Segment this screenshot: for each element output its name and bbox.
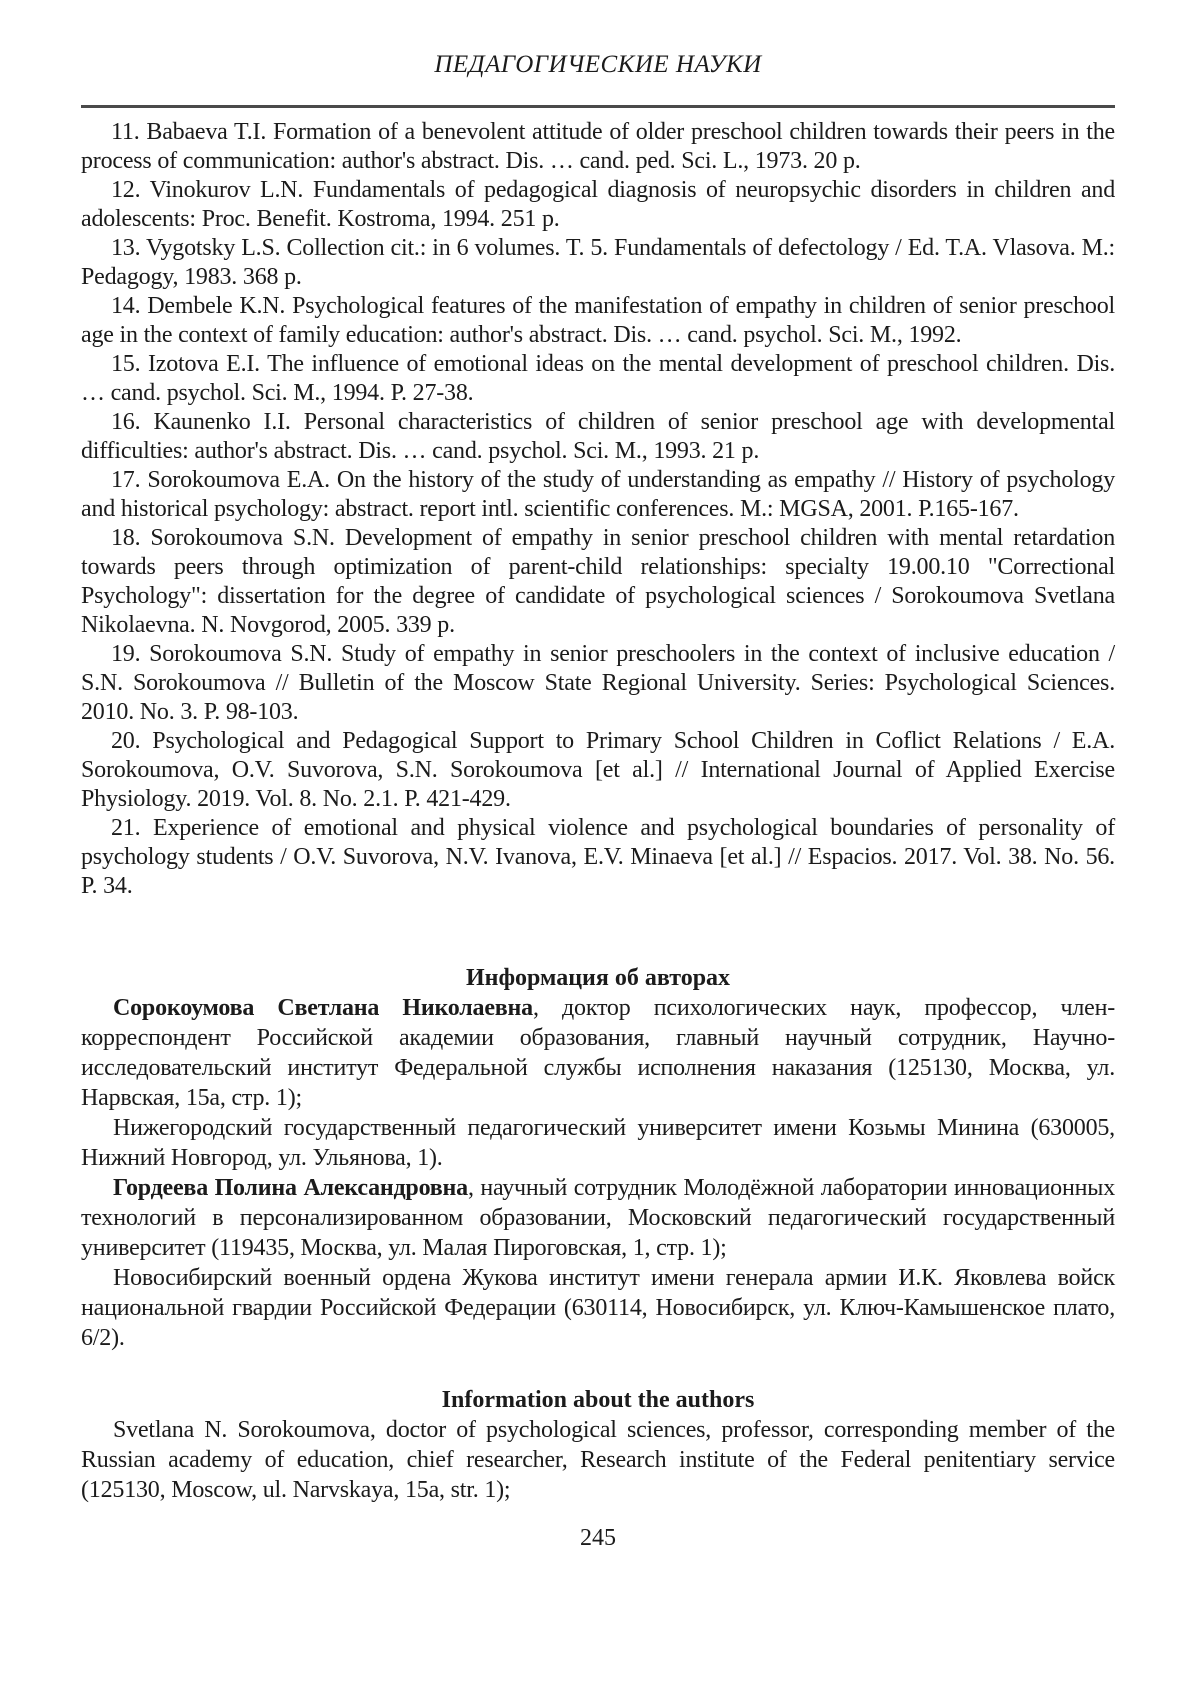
author-name-ru-3: Гордеева Полина Александровна <box>113 1174 468 1201</box>
page-number: 245 <box>580 1524 616 1551</box>
author-paragraph-ru-4 <box>81 1263 1115 1353</box>
author-paragraph-ru-1 <box>81 993 1115 1113</box>
reference-item-15: 15. Izotova E.I. The influence of emotional ideas on the mental development of preschool children. Dis. … cand. psychol. Sci. M., 1994. P. 27-38. <box>81 350 1115 406</box>
author-name-ru-1: Сорокоумова Светлана Николаевна <box>113 994 533 1021</box>
reference-item-13: 13. Vygotsky L.S. Collection cit.: in 6 volumes. T. 5. Fundamentals of defectology / Ed. T.A. Vlasova. M.: Pedagogy, 1983. 368 p. <box>81 234 1115 290</box>
author-details-ru-4: Новосибирский военный ордена Жукова институт имени генерала армии И.К. Яковлева войск национальной гвардии Российской Федерации (630114, Новосибирск, ул. Ключ-Камышенское плато, 6/2). <box>81 1264 1115 1351</box>
reference-item-14: 14. Dembele K.N. Psychological features of the manifestation of empathy in children of senior preschool age in the context of family education: author's abstract. Dis. … cand. psychol. Sci. M., 1992. <box>81 292 1115 348</box>
author-details-ru-2: Нижегородский государственный педагогический университет имени Козьмы Минина (630005, Нижний Новгород, ул. Ульянова, 1). <box>81 1114 1115 1171</box>
running-header: ПЕДАГОГИЧЕСКИЕ НАУКИ <box>434 51 762 78</box>
author-paragraph-ru-3 <box>81 1173 1115 1263</box>
references-section <box>81 118 1115 901</box>
authors-info-section-en <box>81 1415 1115 1505</box>
reference-item-12: 12. Vinokurov L.N. Fundamentals of pedagogical diagnosis of neuropsychic disorders in children and adolescents: Proc. Benefit. Kostroma, 1994. 251 p. <box>81 176 1115 232</box>
author-details-en-1: Svetlana N. Sorokoumova, doctor of psychological sciences, professor, corresponding member of the Russian academy of education, chief researcher, Research institute of the Federal penitentiary service (125130, Moscow, ul. Narvskaya, 15a, str. 1); <box>81 1416 1115 1503</box>
reference-item-21: 21. Experience of emotional and physical violence and psychological boundaries of personality of psychology students / O.V. Suvorova, N.V. Ivanova, E.V. Minaeva [et al.] // Espacios. 2017. Vol. 38. No. 56. P. 34. <box>81 814 1115 899</box>
author-paragraph-ru-2 <box>81 1113 1115 1173</box>
authors-info-section-ru <box>81 993 1115 1353</box>
reference-item-17: 17. Sorokoumova E.A. On the history of the study of understanding as empathy // History of psychology and historical psychology: abstract. report intl. scientific conferences. M.: MGSA, 2001. P.165-167. <box>81 466 1115 522</box>
author-paragraph-en-1 <box>81 1415 1115 1505</box>
author-details-ru-3: , научный сотрудник Молодёжной лаборатории инновационных технологий в персонализированном образовании, Московский педагогический государственный университет (119435, Москва, ул. Малая Пироговская, 1, стр. 1); <box>81 1174 1115 1261</box>
author-details-ru-1: , доктор психологических наук, профессор, член-корреспондент Российской академии образования, главный научный сотрудник, Научно-исследовательский институт Федеральной службы исполнения наказания (125130, Москва, ул. Нарвская, 15а, стр. 1); <box>81 994 1116 1111</box>
page-content <box>81 0 1115 1553</box>
header-rule <box>81 105 1115 108</box>
reference-item-11: 11. Babaeva T.I. Formation of a benevolent attitude of older preschool children towards their peers in the process of communication: author's abstract. Dis. … cand. ped. Sci. L., 1973. 20 p. <box>81 118 1115 174</box>
reference-item-20: 20. Psychological and Pedagogical Support to Primary School Children in Coflict Relations / E.A. Sorokoumova, O.V. Suvorova, S.N. Sorokoumova [et al.] // International Journal of Applied Exercise Physiology. 2019. Vol. 8. No. 2.1. P. 421-429. <box>81 727 1115 812</box>
reference-item-18: 18. Sorokoumova S.N. Development of empathy in senior preschool children with mental retardation towards peers through optimization of parent-child relationships: specialty 19.00.10 "Correctional Psychology": dissertation for the degree of candidate of psychological sciences / Sorokoumova Svetlana Nikolaevna. N. Novgorod, 2005. 339 p. <box>81 524 1115 638</box>
reference-item-16: 16. Kaunenko I.I. Personal characteristics of children of senior preschool age with developmental difficulties: author's abstract. Dis. … cand. psychol. Sci. M., 1993. 21 p. <box>81 408 1115 464</box>
reference-item-19: 19. Sorokoumova S.N. Study of empathy in senior preschoolers in the context of inclusive education / S.N. Sorokoumova // Bulletin of the Moscow State Regional University. Series: Psychological Sciences. 2010. No. 3. P. 98-103. <box>81 640 1115 725</box>
authors-info-heading-ru: Информация об авторах <box>465 964 731 991</box>
authors-info-heading-en: Information about the authors <box>441 1386 755 1413</box>
